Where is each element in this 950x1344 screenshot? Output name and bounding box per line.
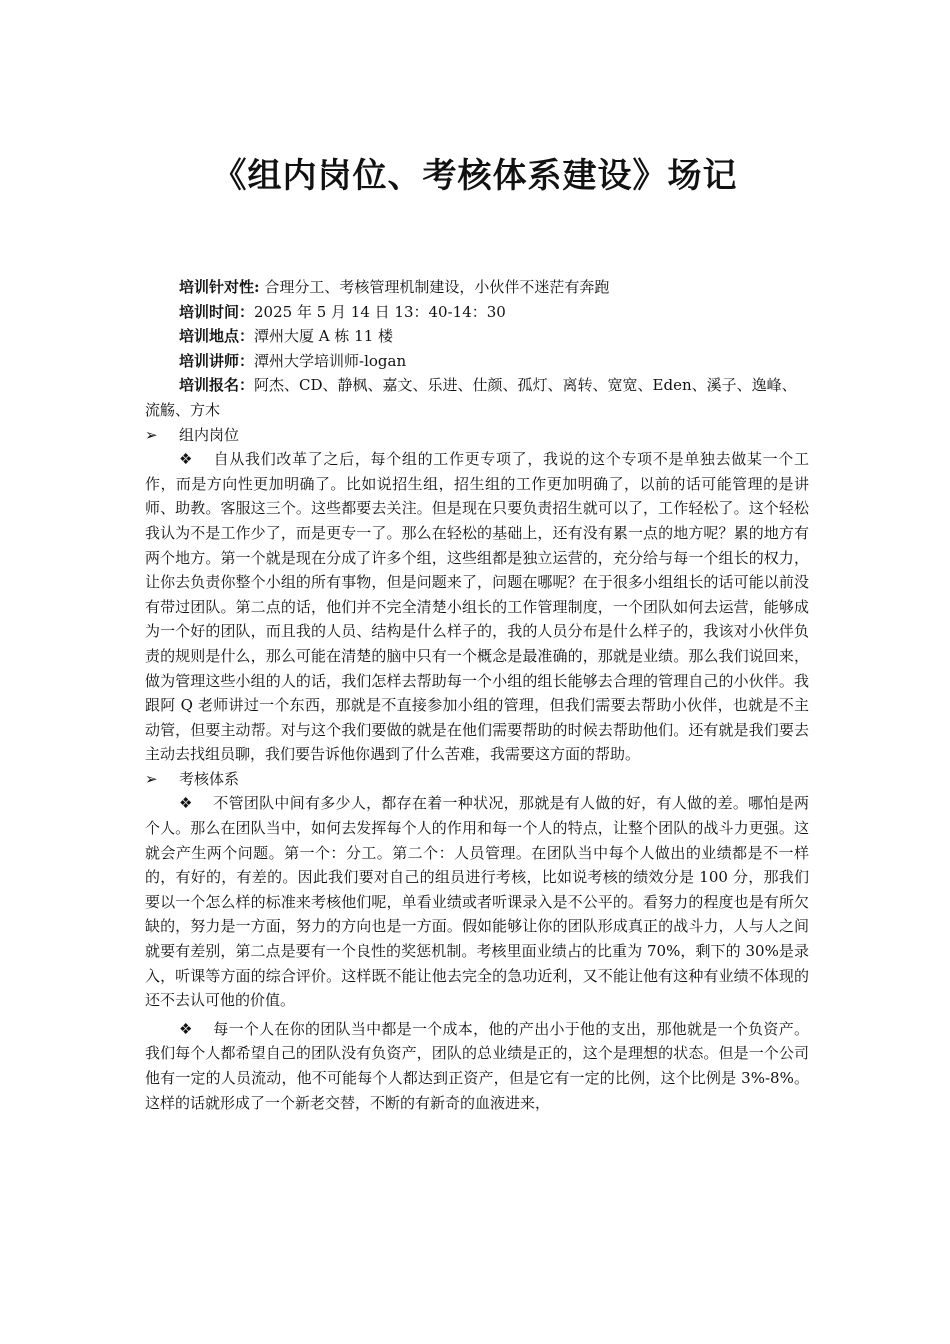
meta-value: 阿杰、CD、静枫、嘉文、乐进、仕颜、孤灯、离转、宽宽、Eden、溪子、逸峰、流觞、方木 <box>145 376 797 419</box>
meta-value: 2025 年 5 月 14 日 13：40-14：30 <box>254 302 506 321</box>
arrow-bullet-icon: ➢ <box>145 425 158 444</box>
meta-value: 潭州大学培训师-logan <box>254 351 407 370</box>
arrow-bullet-icon: ➢ <box>145 769 158 788</box>
paragraph-assessment-2 <box>145 1017 809 1115</box>
section-heading-text: 考核体系 <box>179 769 240 788</box>
diamond-bullet-icon: ❖ <box>179 450 193 469</box>
paragraph-roles-1 <box>145 447 809 767</box>
document-body <box>145 275 809 1115</box>
diamond-bullet-icon: ❖ <box>179 794 193 813</box>
section-heading-text: 组内岗位 <box>179 425 240 444</box>
meta-label: 培训报名： <box>179 376 255 395</box>
meta-time <box>145 300 809 325</box>
document-title: 《组内岗位、考核体系建设》场记 <box>212 156 738 196</box>
meta-value: 合理分工、考核管理机制建设，小伙伴不迷茫有奔跑 <box>259 278 610 296</box>
diamond-bullet-icon: ❖ <box>179 1019 193 1038</box>
meta-trainer <box>145 349 809 374</box>
paragraph-text: 每一个人在你的团队当中都是一个成本，他的产出小于他的支出，那他就是一个负资产。我们每个人都希望自己的团队没有负资产，团队的总业绩是正的，这个是理想的状态。但是一个公司他有一定的人员流动，他不可能每个人都达到正资产，但是它有一定的比例，这个比例是 3%-8%。这样的话就形成了一个新老交替，不断的有新奇的血液进来， <box>145 1019 809 1112</box>
meta-label: 培训地点： <box>179 327 255 346</box>
paragraph-text: 自从我们改革了之后，每个组的工作更专项了，我说的这个专项不是单独去做某一个工作，而是方向性更加明确了。比如说招生组，招生组的工作更加明确了，以前的话可能管理的是讲师、助教。客服这三个。这些都要去关注。但是现在只要负责招生就可以了，工作轻松了。这个轻松我认为不是工作少了，而是更专一了。那么在轻松的基础上，还有没有累一点的地方呢？累的地方有两个地方。第一个就是现在分成了许多个组，这些组都是独立运营的，充分给与每一个组长的权力，让你去负责你整个小组的所有事物，但是问题来了，问题在哪呢？在于很多小组组长的话可能以前没有带过团队。第二点的话，他们并不完全清楚小组长的工作管理制度，一个团队如何去运营，能够成为一个好的团队，而且我的人员、结构是什么样子的，我的人员分布是什么样子的，我该对小伙伴负责的规则是什么，那么可能在清楚的脑中只有一个概念是最准确的，那就是业绩。那么我们说回来，做为管理这些小组的人的话，我们怎样去帮助每一个小组的组长能够去合理的管理自己的小伙伴。我跟阿 Q 老师讲过一个东西，那就是不直接参加小组的管理，但我们需要去帮助小伙伴，也就是不主动管，但要主动帮。对与这个我们要做的就是在他们需要帮助的时候去帮助他们。还有就是我们要去主动去找组员聊，我们要告诉他你遇到了什么苦难，我需要这方面的帮助。 <box>145 450 809 764</box>
paragraph-assessment-1 <box>145 791 809 1012</box>
meta-label: 培训讲师： <box>179 351 255 370</box>
meta-attendees <box>145 373 809 422</box>
meta-value: 潭州大厦 A 栋 11 楼 <box>254 327 394 346</box>
meta-label: 培训针对性: <box>179 278 260 296</box>
section-heading-assessment <box>145 767 809 792</box>
section-heading-roles <box>145 423 809 448</box>
meta-target <box>145 275 809 300</box>
paragraph-text: 不管团队中间有多少人，都存在着一种状况，那就是有人做的好，有人做的差。哪怕是两个人。那么在团队当中，如何去发挥每个人的作用和每一个人的特点，让整个团队的战斗力更强。这就会产生两个问题。第一个：分工。第二个：人员管理。在团队当中每个人做出的业绩都是不一样的，有好的，有差的。因此我们要对自己的组员进行考核，比如说考核的绩效分是 100 分，那我们要以一个怎么样的标准来考核他们呢，单看业绩或者听课录入是不公平的。看努力的程度也是有所欠缺的，努力是一方面，努力的方向也是一方面。假如能够让你的团队形成真正的战斗力，人与人之间就要有差别，第二点是要有一个良性的奖惩机制。考核里面业绩占的比重为 70%，剩下的 30%是录入，听课等方面的综合评价。这样既不能让他去完全的急功近利，又不能让他有这种有业绩不体现的还不去认可他的价值。 <box>145 794 809 1010</box>
meta-label: 培训时间： <box>179 302 255 321</box>
meta-location <box>145 324 809 349</box>
